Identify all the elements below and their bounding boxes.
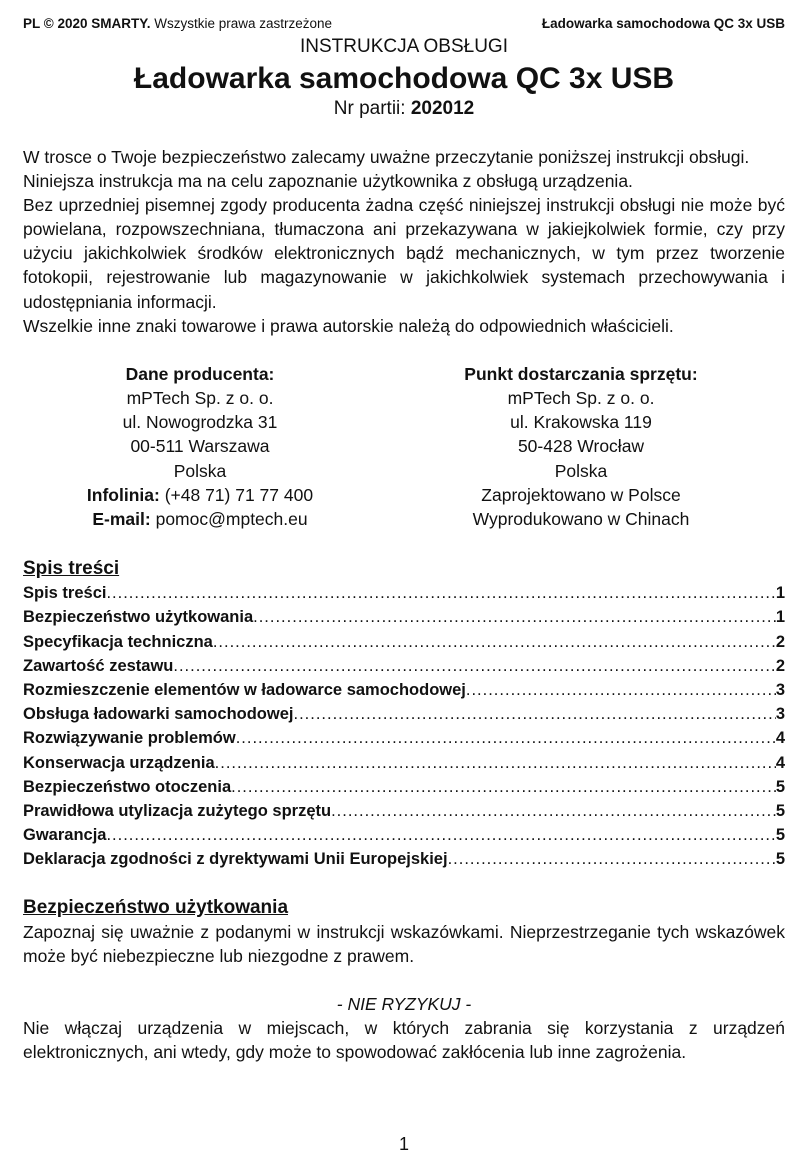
service-point-company: mPTech Sp. z o. o. (507, 387, 655, 408)
manufacturer-city: 00-511 Warszawa (130, 436, 270, 457)
page-title: Ładowarka samochodowa QC 3x USB (133, 62, 675, 95)
intro-paragraph: Bez uprzedniej pisemnej zgody producenta żadna część niniejszej instrukcji obsługi nie może być powielana, rozpowszechniana, tłumaczona ani przekazywana w jakiejkolwiek formie, czy przy użyciu jakichkolwiek środków elektronicznych bądź mechanicznych, w tym przez tworzenie fotokopii, rejestrowanie lub magazynowanie w jakichkolwiek systemach przechowywania i udostępniania informacji. (23, 195, 785, 312)
safety-text: Zapoznaj się uważnie z podanymi w instrukcji wskazówkami. Nieprzestrzeganie tych wskazówek może być niebezpieczne lub niezgodne z prawem. (23, 921, 785, 966)
batch-number (23, 97, 785, 121)
toc-entry-page: 4 (775, 729, 785, 748)
manufacturer-country: Polska (173, 460, 227, 481)
toc-leader-dots (106, 823, 775, 847)
toc-entry[interactable] (23, 775, 785, 799)
toc-entry[interactable] (23, 726, 785, 750)
hotline-number: (+48 71) 71 77 400 (159, 484, 314, 505)
toc-entry-page: 2 (775, 656, 785, 675)
toc-entry[interactable] (23, 630, 785, 654)
toc-leader-dots (236, 726, 776, 750)
document-type: INSTRUKCJA OBSŁUGI (300, 36, 508, 57)
document-page (23, 0, 785, 1064)
service-point-city: 50-428 Wrocław (517, 436, 645, 457)
copyright-rest: Wszystkie prawa zastrzeżone (150, 16, 333, 31)
toc-entry-label: Rozmieszczenie elementów w ładowarce samochodowej (23, 680, 466, 699)
toc-leader-dots (106, 581, 775, 605)
intro-paragraph: Wszelkie inne znaki towarowe i prawa autorskie należą do odpowiednich właścicieli. (23, 315, 674, 336)
safety-warning: Nie włączaj urządzenia w miejscach, w których zabrania się korzystania z urządzeń elektronicznych, ani wtedy, gdy może to spowodować zakłócenia lub inne zagrożenia. (23, 1017, 785, 1062)
manufacturer-info (23, 362, 377, 531)
toc-entry-page: 5 (775, 850, 785, 869)
toc-entry-label: Rozwiązywanie problemów (23, 729, 236, 748)
toc-leader-dots (215, 751, 776, 775)
toc-leader-dots (331, 799, 776, 823)
toc-entry[interactable] (23, 702, 785, 726)
toc-entry[interactable] (23, 654, 785, 678)
toc-entry[interactable] (23, 605, 785, 629)
table-of-contents (23, 557, 785, 871)
toc-entry-label: Zawartość zestawu (23, 656, 174, 675)
toc-list (23, 581, 785, 871)
toc-entry-label: Spis treści (23, 584, 107, 603)
intro-paragraph: Niniejsza instrukcja ma na celu zapoznanie użytkownika z obsługą urządzenia. (23, 171, 633, 192)
email-label: E-mail: (92, 508, 151, 529)
manufacturer-hotline (23, 483, 377, 507)
toc-leader-dots (466, 678, 776, 702)
toc-entry[interactable] (23, 581, 785, 605)
made-in: Wyprodukowano w Chinach (472, 508, 690, 529)
toc-heading: Spis treści (23, 558, 120, 580)
toc-entry-page: 4 (775, 753, 785, 772)
toc-entry-label: Konserwacja urządzenia (23, 753, 215, 772)
toc-entry-label: Gwarancja (23, 826, 107, 845)
toc-leader-dots (231, 775, 776, 799)
toc-entry-page: 3 (775, 680, 785, 699)
toc-entry-page: 1 (775, 608, 785, 627)
toc-entry-page: 2 (775, 632, 785, 651)
toc-leader-dots (253, 605, 776, 629)
toc-entry-label: Deklaracja zgodności z dyrektywami Unii Europejskiej (23, 850, 448, 869)
page-number: 1 (398, 1134, 409, 1154)
toc-entry-page: 3 (775, 705, 785, 724)
safety-section (23, 896, 785, 1064)
designed-in: Zaprojektowano w Polsce (481, 484, 681, 505)
batch-label: Nr partii: (333, 98, 411, 119)
toc-entry-page: 1 (775, 584, 785, 603)
manufacturer-company: mPTech Sp. z o. o. (126, 387, 274, 408)
toc-entry[interactable] (23, 799, 785, 823)
toc-entry[interactable] (23, 847, 785, 871)
intro-text (23, 145, 785, 338)
toc-entry-label: Specyfikacja techniczna (23, 632, 213, 651)
toc-entry-page: 5 (775, 777, 785, 796)
toc-entry[interactable] (23, 678, 785, 702)
copyright-notice (23, 15, 332, 33)
service-point-info (377, 362, 785, 531)
manufacturer-title: Dane producenta: (125, 363, 275, 384)
email-address: pomoc@mptech.eu (150, 508, 308, 529)
toc-entry-label: Bezpieczeństwo otoczenia (23, 777, 232, 796)
safety-heading: Bezpieczeństwo użytkowania (23, 896, 289, 918)
intro-paragraph: W trosce o Twoje bezpieczeństwo zalecamy uważne przeczytanie poniższej instrukcji obsługi. (23, 147, 750, 167)
toc-entry-page: 5 (775, 802, 785, 820)
toc-leader-dots (448, 847, 776, 871)
safety-subheading: - NIE RYZYKUJ - (336, 993, 472, 1014)
manufacturer-email (23, 507, 377, 531)
toc-entry-label: Bezpieczeństwo użytkowania (23, 608, 254, 627)
service-point-country: Polska (554, 460, 608, 481)
manufacturer-street: ul. Nowogrodzka 31 (122, 412, 278, 433)
toc-entry[interactable] (23, 823, 785, 847)
running-header (23, 15, 785, 33)
toc-leader-dots (293, 702, 775, 726)
copyright-bold: PL © 2020 SMARTY. (23, 16, 151, 31)
batch-value: 202012 (410, 98, 475, 119)
toc-entry[interactable] (23, 751, 785, 775)
service-point-street: ul. Krakowska 119 (510, 412, 652, 433)
header-product-name: Ładowarka samochodowa QC 3x USB (541, 16, 785, 31)
contact-info (23, 362, 785, 531)
toc-entry-label: Prawidłowa utylizacja zużytego sprzętu (23, 802, 332, 820)
toc-entry-page: 5 (775, 826, 785, 845)
toc-leader-dots (173, 654, 775, 678)
toc-entry-label: Obsługa ładowarki samochodowej (23, 705, 294, 724)
hotline-label: Infolinia: (86, 484, 160, 505)
service-point-title: Punkt dostarczania sprzętu: (464, 363, 698, 384)
toc-leader-dots (213, 630, 776, 654)
